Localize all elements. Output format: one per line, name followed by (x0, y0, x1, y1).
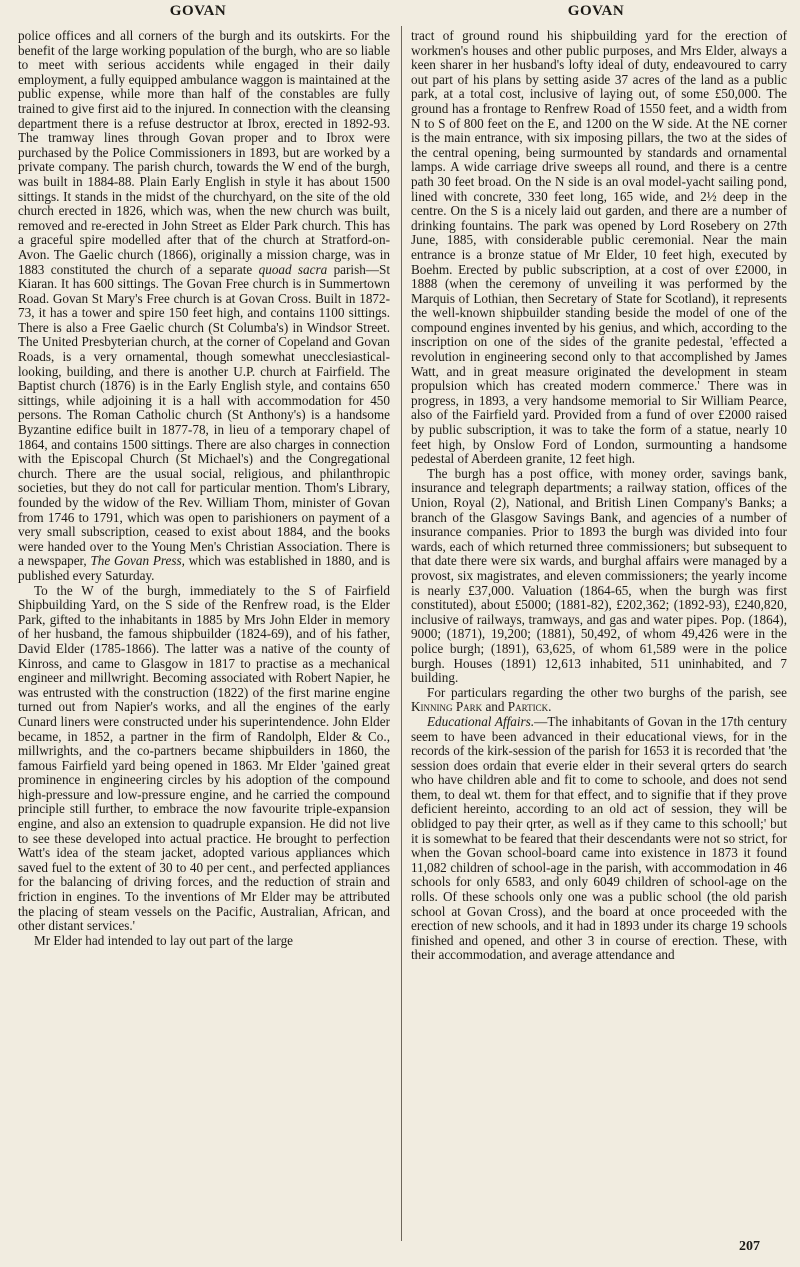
right-running-head: GOVAN (567, 3, 625, 19)
cross-reference-partick: Partick. (507, 699, 552, 715)
right-paragraph-4 (411, 715, 787, 963)
right-column (411, 29, 787, 963)
text-run: which was established in 1880, and is published every Saturday. (18, 553, 391, 583)
text-run: parish—St Kiaran. It has 600 sittings. The Govan Free church is in Summertown Road. Govan St Mary's Free church is at Govan Cross. Built in 1872-73, it has a tower and spire 150 feet high, and contains 1100 sittings. There is also a Free Gaelic church (St Columba's) in Windsor Street. The United Presbyterian church, at the corner of Copeland and Govan Roads, is a very ornamental, though somewhat unecclesiastical-looking, building, and there is another U.P. church at Fairfield. The Baptist church (1876) is in the Early English style, and contains 650 sittings, while adjoining it is a hall with accommodation for 450 persons. The Roman Catholic church (St Anthony's) is a handsome Byzantine edifice built in 1877-78, in lieu of a temporary chapel of 1864, and contains 1500 sittings. There are also charges in connection with the Episcopal Church (St Michael's) and the Congregational church. There are the usual social, religious, and philanthropic societies, but they do not call for particular mention. Thom's Library, founded by the widow of the Rev. William Thom, minister of Govan from 1746 to 1791, which was open to parishioners on payment of a very small subscription, ceased to exist about 1884, and the books were handed over to the Young Men's Christian Association. There is a newspaper, (18, 261, 390, 569)
right-paragraph-1: tract of ground round his shipbuilding yard for the erection of workmen's houses and other public purposes, and Mrs Elder, always a keen sharer in her husband's lofty ideal of duty, endeavoured to carry out part of his plans by setting aside 37 acres of the land as a public park, at a total cost, inclusive of laying out, of some £50,000. The ground has a frontage to Renfrew Road of 1550 feet, and a width from N to S of 800 feet on the E, and 1200 on the W side. At the NE corner is the main entrance, with six imposing pillars, the two at the sides of the central opening, being surmounted by standards and ornamental lamps. A wide carriage drive sweeps all round, and there is a centre path 30 feet broad. On the N side is an oval model-yacht sailing pond, lined with concrete, 330 feet long, 165 wide, and 2½ deep in the centre. On the S is a nicely laid out garden, and there are a number of drinking fountains. The park was opened by Lord Rosebery on 27th June, 1885, with considerable public ceremonial. Near the main entrance is a bronze statue of Mr Elder, 10 feet high, executed by Boehm. Erected by public subscription, at a cost of over £2000, in 1888 (when the ceremony of unveiling it was performed by the Marquis of Lothian, then Secretary of State for Scotland), it represents the well-known shipbuilder standing beside the model of one of the compound engines invented by his genius, and which, according to the inscription on one of the sides of the granite pedestal, 'effected a revolution in engineering second only to that accomplished by James Watt, and in great measure originated the development in steam propulsion which has created modern commerce.' There was in progress, in 1893, a very handsome memorial to Sir William Pearce, also of the Fairfield yard. Provided from a fund of over £2000 raised by public subscription, it was to take the form of a statue, nearly 10 feet high, by Onslow Ford of London, surmounting a handsome pedestal of Aberdeen granite, 12 feet high. (411, 28, 787, 467)
text-run: For particulars regarding the other two burghs of the parish, see (427, 684, 787, 700)
left-paragraph-2: To the W of the burgh, immediately to the S of Fairfield Shipbuilding Yard, on the S side of the Renfrew road, is the Elder Park, gifted to the inhabitants in 1885 by Mrs John Elder in memory of her husband, the famous shipbuilder (1824-69), and of his father, David Elder (1785-1866). The latter was a native of the county of Kinross, and came to Glasgow in 1817 to practise as a mechanical engineer and millwright. Becoming associated with Robert Napier, he was entrusted with the construction (1822) of the first marine engine turned out from Napier's works, and all the engines of the early Cunard liners were constructed under his superintendence. John Elder became, in 1852, a partner in the firm of Randolph, Elder & Co., millwrights, and the co-partners became shipbuilders in 1860, the famous Fairfield yard being opened in 1863. Mr Elder 'gained great prominence in engineering circles by his adoption of the compound high-pressure and low-pressure engine, and he carried the compound principle still further, to embrace the now favourite triple-expansion engine, and also an extension to quadruple expansion. He did not live to see these developed into actual practice. He brought to perfection Watt's idea of the steam jacket, adopted various appliances which saved fuel to the extent of 30 to 40 per cent., and perfected appliances for the balancing of driving forces, and the reduction of strain and friction in engines. To the inventions of Mr Elder may be attributed the placing of steam vessels on the Pacific, Australian, African, and other distant services.' (18, 582, 390, 934)
left-column (18, 29, 390, 948)
running-headers (0, 3, 800, 23)
right-paragraph-3 (411, 686, 787, 715)
left-running-head: GOVAN (169, 3, 227, 19)
text-run: and (485, 699, 505, 715)
latin-phrase: quoad sacra (258, 261, 328, 277)
left-paragraph-3: Mr Elder had intended to lay out part of the large (34, 932, 294, 948)
cross-reference-kinning-park: Kinning Park (411, 699, 483, 715)
column-divider (401, 26, 402, 1241)
text-run: —The inhabitants of Govan in the 17th century seem to have been advanced in their educational views, for in the records of the kirk-session of the parish for 1653 it is recorded that 'the session does ordain that everie elder in their several qrters do search who have children able and fit to come to schoole, and does not send them, to deal wt. them for that effect, and to signifie that if they prove deficient hereinto, according to an old act of session, they will be oblidged to pay their qrter, as well as if they came to this schooll;' but it is somewhat to be feared that their descendants were not so strict, for when the Govan school-board came into existence in 1873 it found 11,082 children of school-age in the parish, with accommodation in 46 schools for only 6583, and only 6049 children of school-age on the rolls. Of these schools only one was a public school (the old parish school at Govan Cross), and the board at once proceeded with the erection of new schools, and it had in 1893 under its charge 19 schools finished and opened, and other 3 in course of erection. These, with their accommodation, and average attendance and (411, 713, 787, 963)
newspaper-title: The Govan Press, (90, 553, 185, 569)
page-number: 207 (739, 1239, 760, 1254)
section-heading: Educational Affairs. (427, 713, 535, 729)
right-paragraph-2: The burgh has a post office, with money order, savings bank, insurance and telegraph departments; a railway station, offices of the Union, Royal (2), National, and British Linen Company's Banks; a branch of the Glasgow Savings Bank, and agencies of a number of insurance companies. Prior to 1893 the burgh was divided into four wards, each of which returned three commissioners; but subsequent to that date there were six wards, and burghal affairs were managed by a provost, six magistrates, and eleven commissioners; the yearly income is nearly £37,000. Valuation (1864-65, when the burgh was first constituted), about £5000; (1881-82), £202,362; (1892-93), £240,820, inclusive of railways, tramways, and gas and water pipes. Pop. (1864), 9000; (1871), 19,200; (1881), 50,492, of whom 49,426 were in the police burgh; (1891), 63,625, of whom 61,589 were in the police burgh. Houses (1891) 12,613 inhabited, 511 uninhabited, and 7 building. (411, 465, 787, 686)
text-run: police offices and all corners of the burgh and its outskirts. For the benefit of the large working population of the burgh, who are so liable to meet with serious accidents while engaged in their daily employment, a fully equipped ambulance waggon is maintained at the public expense, while more than half of the constables are fully trained to give first aid to the injured. In connection with the cleansing department there is a refuse destructor at Ibrox, erected in 1892-93. The tramway lines through Govan proper and to Ibrox were purchased by the Police Commissioners in 1893, but are worked by a private company. The parish church, towards the W end of the burgh, was built in 1884-88. Plain Early English in style it has about 1500 sittings. It stands in the midst of the churchyard, on the site of the old church erected in 1826, which was, when the new church was built, removed and re-erected in John Street as Elder Park church. This has a graceful spire modelled after that of the church at Stratford-on-Avon. The Gaelic church (1866), originally a mission charge, was in 1883 constituted the church of a separate (18, 28, 390, 277)
left-paragraph-1 (18, 29, 390, 584)
